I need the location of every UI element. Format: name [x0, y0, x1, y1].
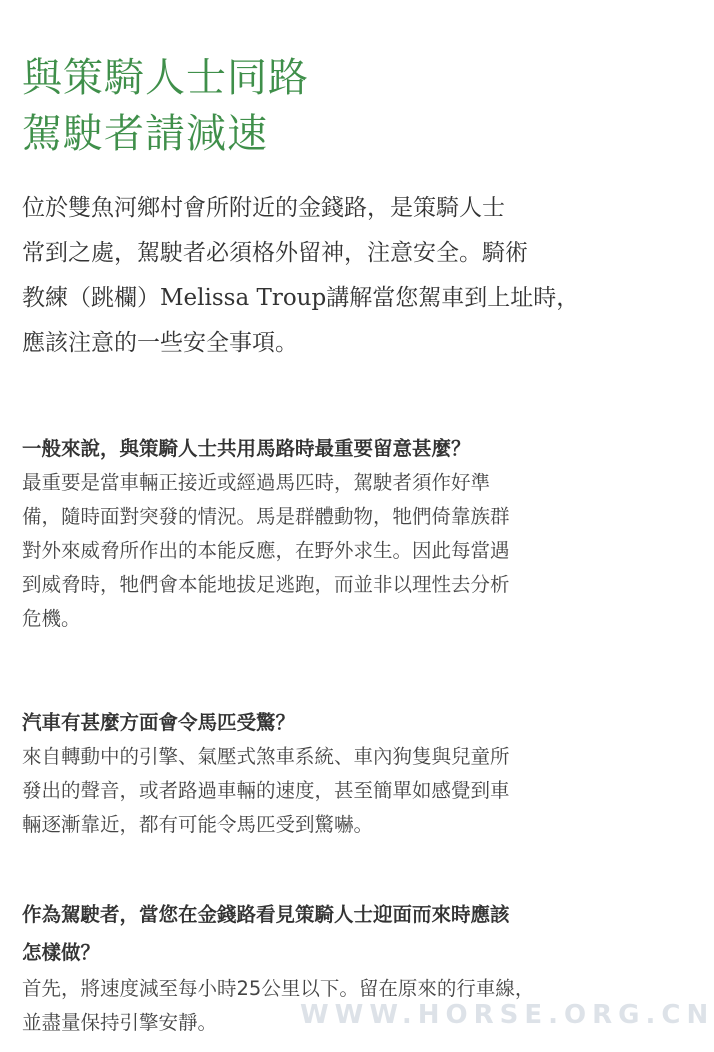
intro-line: 位於雙魚河鄉村會所附近的金錢路，是策騎人士 [22, 195, 505, 221]
intro-line: 應該注意的一些安全事項。 [22, 330, 298, 356]
answer-line: 對外來威脅所作出的本能反應，在野外求生。因此每當遇 [22, 539, 510, 562]
question-line: 一般來說，與策騎人士共用馬路時最重要留意甚麼？ [22, 437, 471, 460]
answer-line: 危機。 [22, 607, 81, 630]
title-line-1: 與策騎人士同路 [22, 55, 309, 101]
article-title [22, 50, 309, 162]
answer-paragraph [22, 466, 602, 636]
answer-line: 備，隨時面對突發的情況。馬是群體動物，牠們倚靠族群 [22, 505, 510, 528]
question-line: 怎樣做？ [22, 941, 101, 964]
answer-line: 發出的聲音，或者路過車輛的速度，甚至簡單如感覺到車 [22, 779, 510, 802]
answer-line: 首先，將速度減至每小時25公里以下。留在原來的行車線， [22, 977, 535, 1000]
intro-line: 常到之處，駕駛者必須格外留神，注意安全。騎術 [22, 240, 528, 266]
question-heading [22, 896, 602, 972]
question-line: 汽車有甚麼方面會令馬匹受驚？ [22, 711, 296, 734]
intro-paragraph [22, 186, 602, 366]
title-line-2: 駕駛者請減速 [22, 111, 268, 157]
answer-paragraph [22, 740, 602, 842]
answer-line: 到威脅時，牠們會本能地拔足逃跑，而並非以理性去分析 [22, 573, 510, 596]
question-line: 作為駕駛者，當您在金錢路看見策騎人士迎面而來時應該 [22, 903, 510, 926]
qa-section-1 [22, 432, 602, 636]
question-heading [22, 706, 602, 740]
question-heading [22, 432, 602, 466]
answer-line: 來自轉動中的引擎、氣壓式煞車系統、車內狗隻與兒童所 [22, 745, 510, 768]
qa-section-2 [22, 706, 602, 842]
answer-line: 輛逐漸靠近，都有可能令馬匹受到驚嚇。 [22, 813, 374, 836]
site-watermark: WWW.HORSE.ORG.CN [300, 1000, 714, 1030]
intro-line: 教練（跳欄）Melissa Troup講解當您駕車到上址時， [22, 285, 580, 311]
answer-line: 並盡量保持引擎安靜。 [22, 1011, 218, 1034]
answer-line: 最重要是當車輛正接近或經過馬匹時，駕駛者須作好準 [22, 471, 491, 494]
